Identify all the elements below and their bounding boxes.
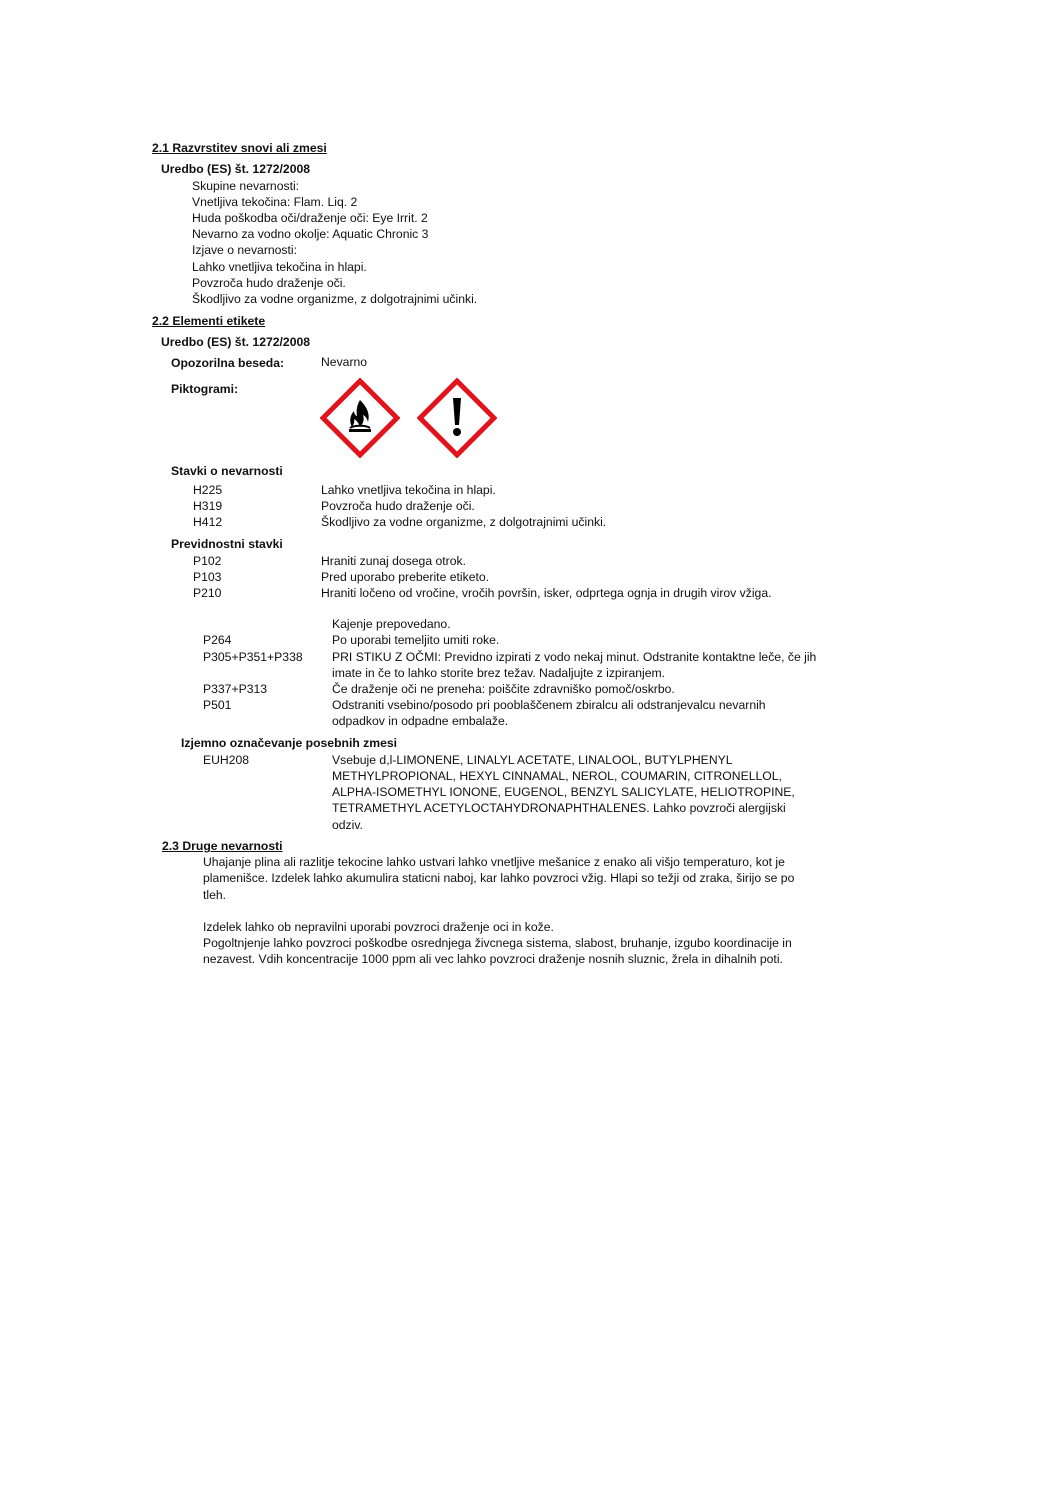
section-2-1-heading: 2.1 Razvrstitev snovi ali zmesi [152, 141, 327, 155]
precautionary-statements-label: Previdnostni stavki [171, 537, 283, 551]
section-2-3-heading: 2.3 Druge nevarnosti [162, 839, 283, 853]
hazard-text: Lahko vnetljiva tekočina in hlapi. [321, 483, 496, 497]
precaution-text: Pred uporabo preberite etiketo. [321, 570, 490, 584]
precaution-text: Hraniti ločeno od vročine, vročih površin, isker, odprtega ognja in drugih virov vžiga. [321, 586, 772, 600]
precaution-text: Po uporabi temeljito umiti roke. [332, 633, 500, 647]
other-hazards-text: Izdelek lahko ob nepravilni uporabi povzroci draženje oci in kože. [203, 920, 554, 934]
hazard-text: Škodljivo za vodne organizme, z dolgotrajnimi učinki. [321, 515, 607, 529]
precaution-text: imate in če to lahko storite brez težav. Nadaljujte z izpiranjem. [332, 666, 666, 680]
special-labelling-label: Izjemno označevanje posebnih zmesi [181, 736, 398, 750]
classification-line: Skupine nevarnosti: [192, 179, 300, 193]
signal-word-value: Nevarno [321, 355, 368, 369]
special-text: METHYLPROPIONAL, HEXYL CINNAMAL, NEROL, COUMARIN, CITRONELLOL, [332, 769, 782, 783]
hazard-code: H319 [193, 499, 223, 513]
special-text: Vsebuje d,l-LIMONENE, LINALYL ACETATE, LINALOOL, BUTYLPHENYL [332, 753, 733, 767]
hazard-statements-label: Stavki o nevarnosti [171, 464, 283, 478]
precaution-code: P264 [203, 633, 232, 647]
classification-line: Povzroča hudo draženje oči. [192, 276, 346, 290]
precaution-code: P501 [203, 698, 232, 712]
other-hazards-text: Pogoltnjenje lahko povzroci poškodbe osrednjega živcnega sistema, slabost, bruhanje, izgubo koordinacije in [203, 936, 792, 950]
precaution-code: P210 [193, 586, 222, 600]
signal-word-label: Opozorilna beseda: [171, 356, 285, 370]
precaution-text: Kajenje prepovedano. [332, 617, 451, 631]
classification-line: Izjave o nevarnosti: [192, 243, 298, 257]
section-2-2-heading: 2.2 Elementi etikete [152, 314, 266, 328]
precaution-text: odpadkov in odpadne embalaže. [332, 714, 509, 728]
precaution-text: Hraniti zunaj dosega otrok. [321, 554, 466, 568]
classification-line: Huda poškodba oči/draženje oči: Eye Irrit. 2 [192, 211, 428, 225]
other-hazards-text: tleh. [203, 888, 227, 902]
other-hazards-text: nezavest. Vdih koncentracije 1000 ppm ali vec lahko povzroci draženje nosnih sluznic, žrela in dihalnih poti. [203, 952, 783, 966]
classification-line: Vnetljiva tekočina: Flam. Liq. 2 [192, 195, 358, 209]
special-text: TETRAMETHYL ACETYLOCTAHYDRONAPHTHALENES. Lahko povzroči alergijski [332, 801, 786, 815]
other-hazards-text: Uhajanje plina ali razlitje tekocine lahko ustvari lahko vnetljive mešanice z enako ali višjo temperaturo, kot je [203, 855, 785, 869]
other-hazards-text: plamenišce. Izdelek lahko akumulira staticni naboj, kar lahko povzroci vžig. Hlapi so težji od zraka, širijo se po [203, 871, 795, 885]
precaution-code: P337+P313 [203, 682, 268, 696]
precaution-text: PRI STIKU Z OČMI: Previdno izpirati z vodo nekaj minut. Odstranite kontaktne leče, če jih [332, 650, 817, 664]
pictograms-label: Piktogrami: [171, 382, 239, 396]
special-code: EUH208 [203, 753, 250, 767]
regulation-label-2-1: Uredbo (ES) št. 1272/2008 [161, 162, 311, 176]
hazard-text: Povzroča hudo draženje oči. [321, 499, 475, 513]
classification-line: Nevarno za vodno okolje: Aquatic Chronic 3 [192, 227, 429, 241]
hazard-code: H225 [193, 483, 223, 497]
precaution-text: Če draženje oči ne preneha: poiščite zdravniško pomoč/oskrbo. [332, 682, 675, 696]
special-text: ALPHA-ISOMETHYL IONONE, EUGENOL, BENZYL SALICYLATE, HELIOTROPINE, [332, 785, 795, 799]
precaution-code: P102 [193, 554, 222, 568]
classification-line: Škodljivo za vodne organizme, z dolgotrajnimi učinki. [192, 292, 478, 306]
precaution-code: P305+P351+P338 [203, 650, 303, 664]
classification-line: Lahko vnetljiva tekočina in hlapi. [192, 260, 367, 274]
precaution-code: P103 [193, 570, 222, 584]
special-text: odziv. [332, 818, 363, 832]
flame-pictogram-icon [320, 378, 400, 458]
exclamation-pictogram-icon [417, 378, 497, 458]
precaution-text: Odstraniti vsebino/posodo pri pooblaščenem zbiralcu ali odstranjevalcu nevarnih [332, 698, 766, 712]
hazard-code: H412 [193, 515, 223, 529]
regulation-label-2-2: Uredbo (ES) št. 1272/2008 [161, 335, 311, 349]
